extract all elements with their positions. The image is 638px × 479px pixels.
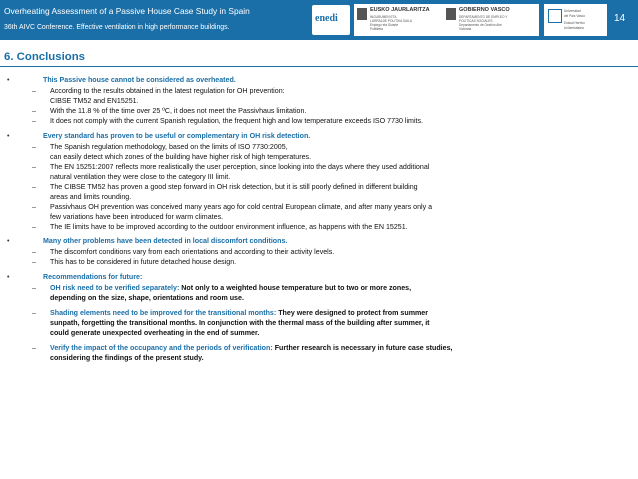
bullet-marker: • bbox=[7, 131, 10, 140]
list-item bbox=[0, 222, 638, 232]
list-item bbox=[0, 202, 638, 222]
ehu-line-3: Euskal Herriko bbox=[564, 21, 585, 25]
slide-header bbox=[0, 0, 638, 40]
recommendation-line: depending on the size, shape, orientations and room use. bbox=[50, 293, 244, 302]
list-item-line: can easily detect which zones of the building have higher risk of high temperatures. bbox=[50, 152, 312, 161]
recommendation-line bbox=[50, 308, 638, 318]
gv-right-small-1: DEPARTAMENTO DE EMPLEO Y bbox=[459, 15, 508, 19]
recommendation-lead: OH risk need to be verified separately: bbox=[50, 283, 180, 292]
gv-right-small-3: Departamento de Gestión Aire bbox=[459, 23, 502, 27]
basque-emblem-icon bbox=[357, 8, 367, 20]
dash-marker: – bbox=[32, 283, 36, 292]
gv-right-main: GOBIERNO VASCO bbox=[459, 7, 510, 13]
recommendation-line: considering the findings of the present study. bbox=[50, 353, 204, 362]
recommendation-text: They were designed to protect from summer bbox=[276, 308, 429, 317]
list-item-line: areas and limits rounding. bbox=[50, 192, 132, 201]
presentation-title: Overheating Assessment of a Passive House Case Study in Spain bbox=[4, 6, 250, 16]
recommendations-group bbox=[0, 272, 638, 363]
list-item-line: It does not comply with the current Spanish regulation, the frequent high and low temperature exceeds ISO 7730 limits. bbox=[50, 117, 424, 125]
dash-marker: – bbox=[32, 202, 36, 211]
recommendation-item bbox=[0, 343, 638, 363]
list-item-line: natural ventilation they were close to the category III limit. bbox=[50, 172, 231, 181]
page-number: 14 bbox=[614, 13, 626, 24]
dash-marker: – bbox=[32, 343, 36, 352]
gv-left-small-1: INGURUMEN ETA bbox=[370, 15, 397, 19]
recommendation-text: Further research is necessary in future case studies, bbox=[272, 343, 453, 352]
dash-marker: – bbox=[32, 162, 36, 171]
gv-right-small-4: Vivienda bbox=[459, 27, 472, 31]
section-title: 6. Conclusions bbox=[4, 51, 86, 63]
list-item-line: According to the results obtained in the latest regulation for OH prevention: bbox=[50, 87, 285, 95]
recommendations-heading-text: Recommendations for future: bbox=[43, 272, 143, 281]
gv-left-main: EUSKO JAURLARITZA bbox=[370, 7, 430, 13]
recommendation-line bbox=[50, 283, 638, 293]
list-item bbox=[0, 257, 638, 267]
recommendation-lead: Verify the impact of the occupancy and the periods of verification: bbox=[50, 343, 273, 352]
list-item bbox=[0, 106, 638, 116]
sponsor-logos bbox=[312, 3, 607, 37]
dash-marker: – bbox=[32, 107, 36, 115]
ehu-university-logo bbox=[544, 4, 607, 36]
list-item bbox=[0, 247, 638, 257]
ehu-line-1: Universidad bbox=[564, 9, 581, 13]
list-item-line: The IE limits have to be improved according to the outdoor environment influence, as happens with the EN 15251. bbox=[50, 222, 408, 231]
ehu-line-4: Unibertsitatea bbox=[564, 26, 584, 30]
bullet-marker: • bbox=[7, 272, 10, 281]
recommendation-line: sunpath, forgetting the transitional months. In conjunction with the thermal mass of the building after summer, it bbox=[50, 318, 430, 327]
dash-marker: – bbox=[32, 258, 36, 266]
bullet-marker: • bbox=[7, 76, 10, 84]
list-item-line: The Spanish regulation methodology, based on the limits of ISO 7730:2005, bbox=[50, 142, 288, 151]
conclusion-heading-text: This Passive house cannot be considered as overheated. bbox=[43, 76, 236, 84]
recommendation-text: Not only to a weighted house temperature but to two or more zones, bbox=[179, 283, 412, 292]
dash-marker: – bbox=[32, 117, 36, 125]
dash-marker: – bbox=[32, 87, 36, 95]
dash-marker: – bbox=[32, 182, 36, 191]
list-item-line: The CIBSE TM52 has proven a good step forward in OH risk detection, but it is still poorly defined in different building bbox=[50, 182, 418, 191]
list-item-line: CIBSE TM52 and EN15251. bbox=[50, 97, 139, 105]
basque-emblem-icon-2 bbox=[446, 8, 456, 20]
list-item-line: few variations have been introduced for warm climates. bbox=[50, 212, 224, 221]
dash-marker: – bbox=[32, 142, 36, 151]
list-item-line: The EN 15251:2007 reflects more realistically the user perception, since looking into the days where they used additional bbox=[50, 162, 430, 171]
gv-left-small-2: LURRALDE POLITIKA SAILA bbox=[370, 19, 412, 23]
ehu-emblem-icon bbox=[548, 9, 562, 23]
list-item-line: Passivhaus OH prevention was conceived many years ago for cold central European climate, and after many years only a bbox=[50, 202, 433, 211]
recommendation-line: could generate unexpected overheating in the end of summer. bbox=[50, 328, 260, 337]
list-item-line: With the 11.8 % of the time over 25 ºC, it does not meet the Passivhaus limitation. bbox=[50, 107, 307, 115]
conclusion-group-3 bbox=[0, 236, 638, 267]
dash-marker: – bbox=[32, 248, 36, 256]
list-item bbox=[0, 142, 638, 162]
slide-content bbox=[0, 75, 638, 368]
enedi-logo bbox=[312, 5, 350, 35]
ehu-line-2: del País Vasco bbox=[564, 14, 586, 18]
basque-government-logo bbox=[354, 4, 539, 36]
title-divider bbox=[0, 66, 638, 67]
conference-subtitle: 36th AIVC Conference. Effective ventilation in high performance buildings. bbox=[4, 24, 230, 31]
list-item-line: The discomfort conditions vary from each orientations and according to their activity levels. bbox=[50, 248, 335, 256]
conclusion-group-1 bbox=[0, 75, 638, 126]
recommendation-item bbox=[0, 283, 638, 303]
conclusion-heading bbox=[0, 75, 638, 86]
dash-marker: – bbox=[32, 308, 36, 317]
dash-marker: – bbox=[32, 222, 36, 231]
conclusion-heading bbox=[0, 131, 638, 142]
enedi-logo-text: enedi bbox=[315, 13, 338, 24]
recommendation-line bbox=[50, 343, 638, 353]
list-item bbox=[0, 86, 638, 106]
list-item-line: This has to be considered in future detached house design. bbox=[50, 258, 237, 266]
conclusion-heading-text: Every standard has proven to be useful or complementary in OH risk detection. bbox=[43, 131, 311, 140]
gv-left-small-4: Politiketa bbox=[370, 27, 383, 31]
bullet-marker: • bbox=[7, 237, 10, 245]
list-item bbox=[0, 182, 638, 202]
recommendation-lead: Shading elements need to be improved for the transitional months: bbox=[50, 308, 277, 317]
gv-left-small-3: Enplegu eta Gizarte bbox=[370, 23, 399, 27]
recommendation-item bbox=[0, 308, 638, 338]
conclusion-heading bbox=[0, 236, 638, 247]
gv-right-small-2: POLITICAS SOCIALES bbox=[459, 19, 493, 23]
list-item bbox=[0, 116, 638, 126]
conclusion-group-2 bbox=[0, 131, 638, 232]
recommendations-heading bbox=[0, 272, 638, 283]
list-item bbox=[0, 162, 638, 182]
conclusion-heading-text: Many other problems have been detected in local discomfort conditions. bbox=[43, 237, 288, 245]
